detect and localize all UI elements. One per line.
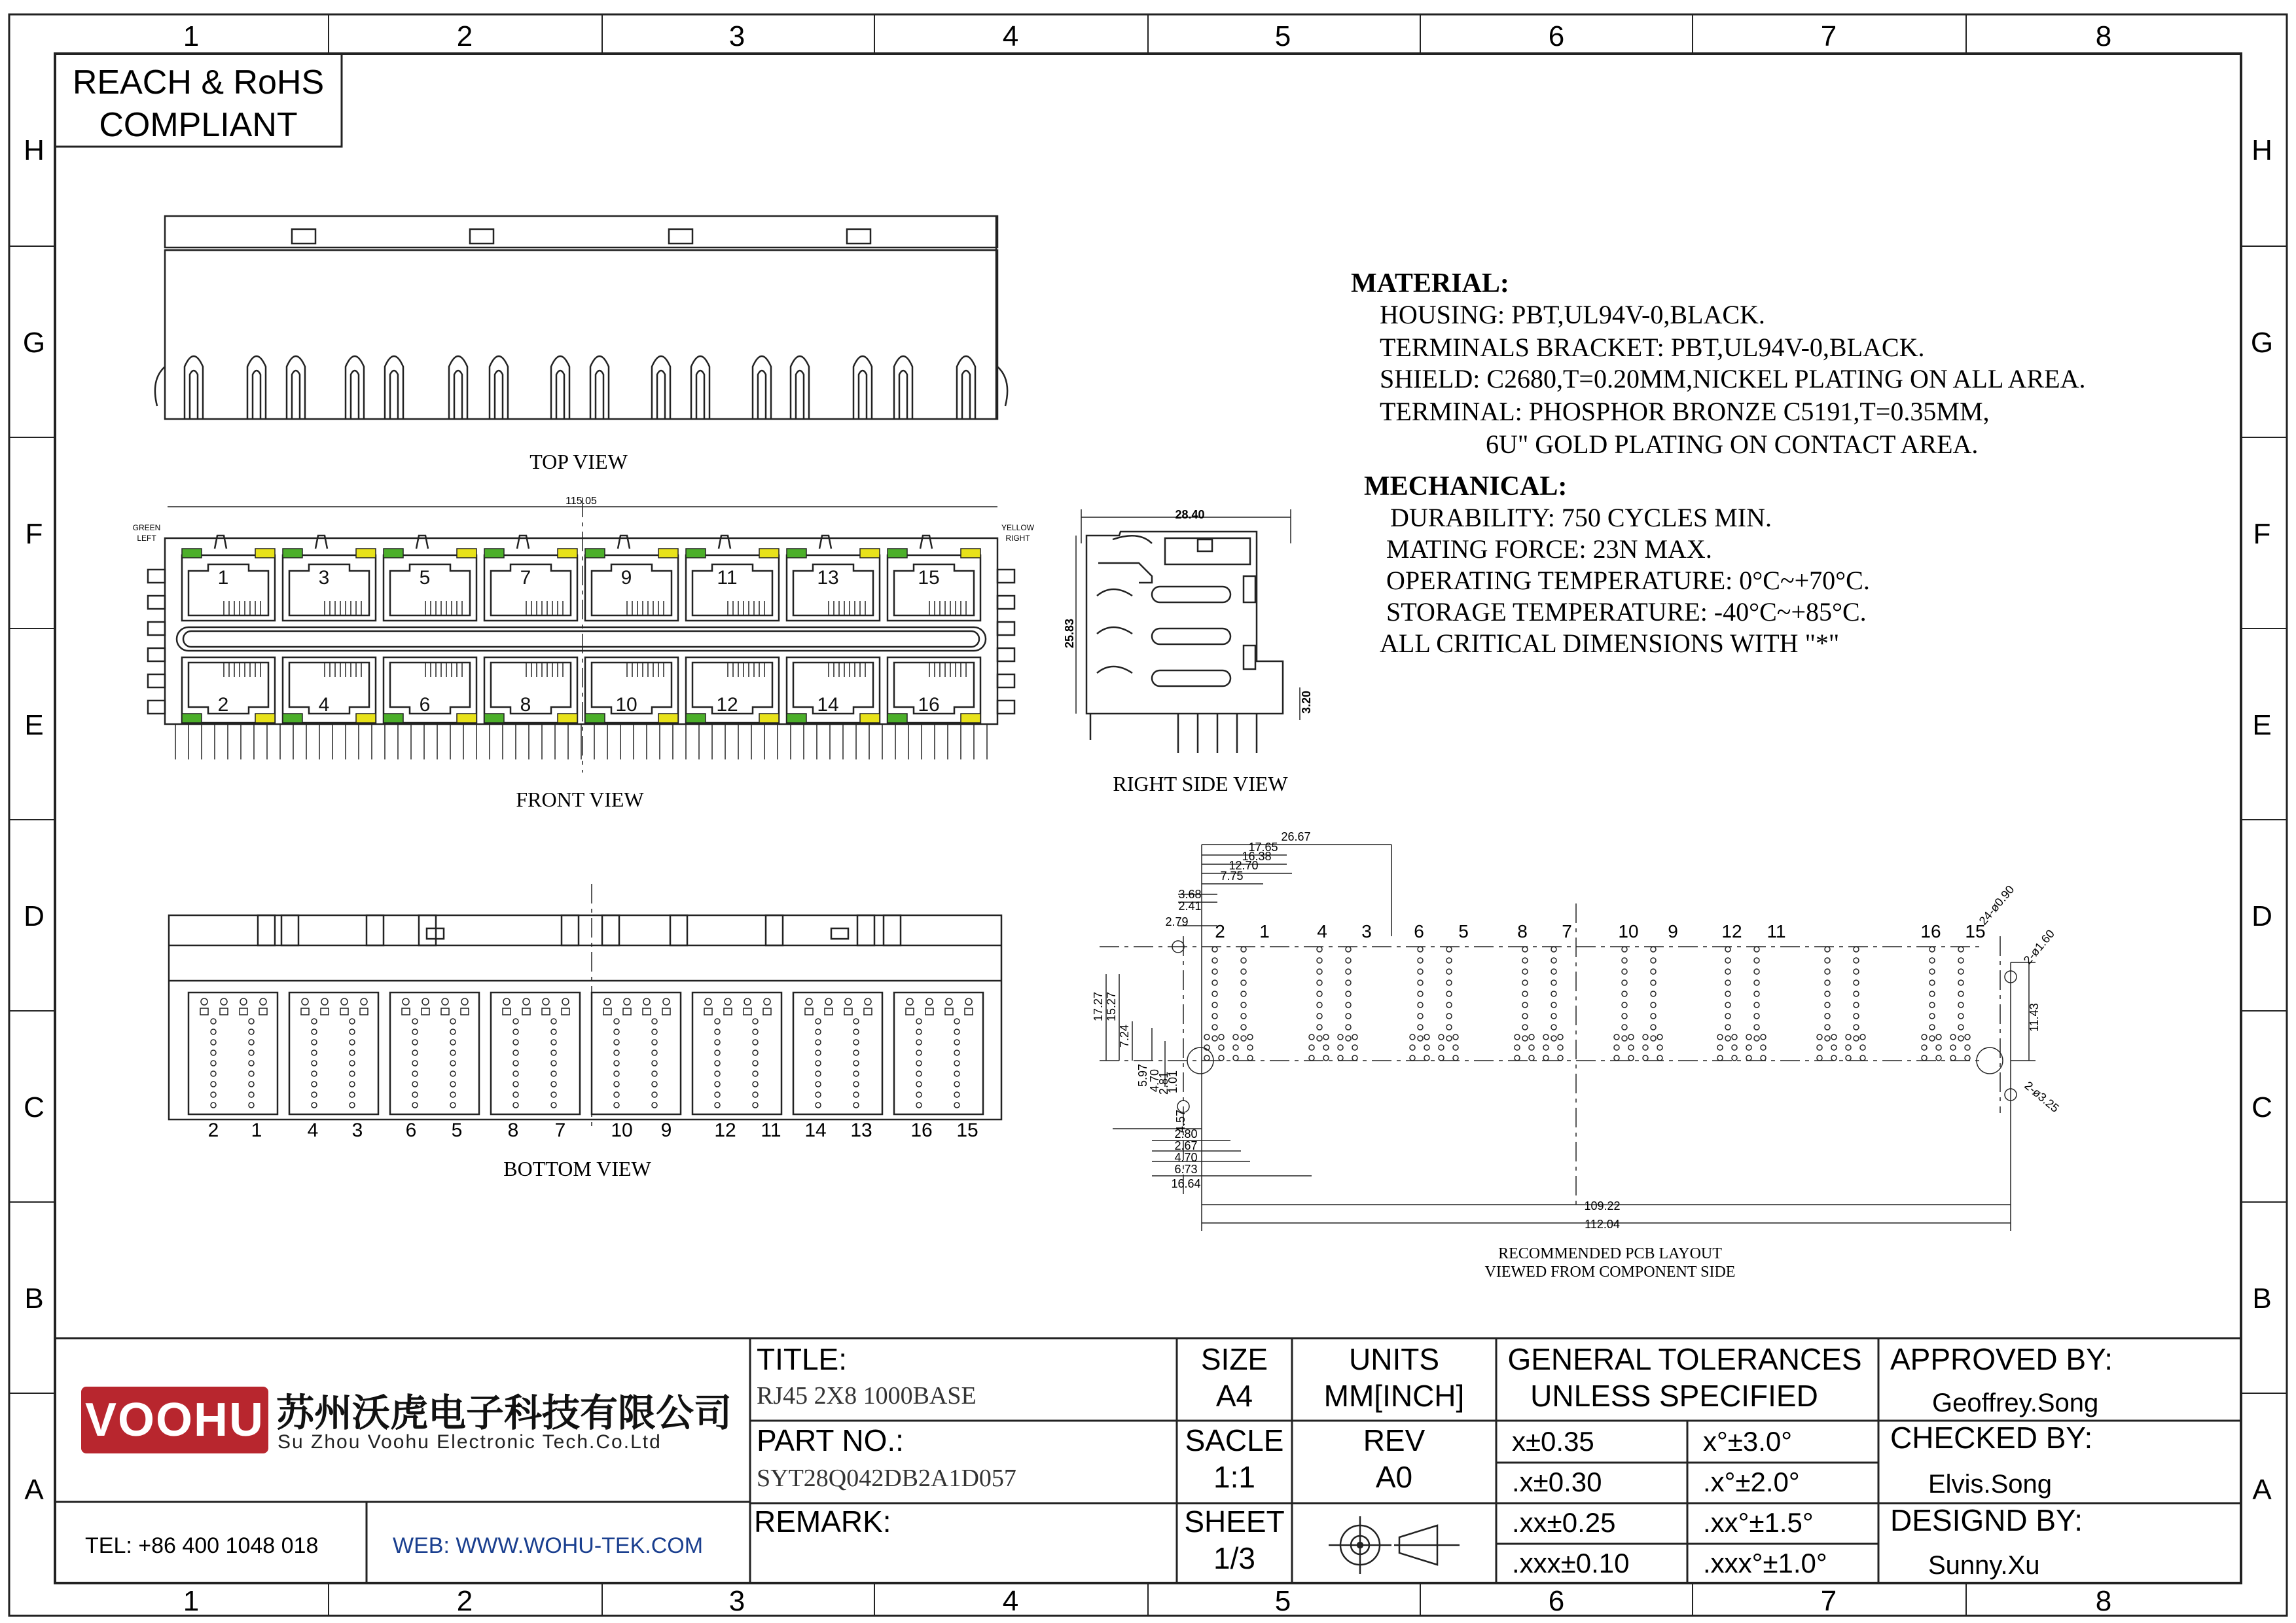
pcb-layout [1100,845,2036,1231]
rev-value: A0 [1375,1460,1413,1494]
bottom-port-1: 1 [251,1120,262,1141]
zone-col-bottom-3: 3 [728,1585,745,1617]
tolerance-angular-2: .xx°±1.5° [1703,1507,1814,1538]
zone-col-top-4: 4 [1002,20,1019,52]
bottom-port-7: 7 [554,1120,566,1141]
bottom-port-2: 2 [207,1120,219,1141]
zone-col-bottom-4: 4 [1002,1585,1019,1617]
zone-row-left-F: F [25,518,43,550]
material-line-1: HOUSING: PBT,UL94V-0,BLACK. [1380,300,1765,329]
title-value: RJ45 2X8 1000BASE [757,1382,977,1410]
units-label: UNITS [1349,1342,1439,1376]
front-port-16: 16 [918,694,940,716]
pcb-port-3: 3 [1361,921,1372,941]
zone-col-bottom-6: 6 [1548,1585,1565,1617]
pcb-port-16: 16 [1920,921,1941,941]
projection-symbol [1329,1516,1460,1574]
mechanical-line-1: DURABILITY: 750 CYCLES MIN. [1390,503,1772,532]
tolerances-heading-2: UNLESS SPECIFIED [1530,1379,1818,1413]
front-left-label: LEFT [137,534,156,543]
pcb-port-9: 9 [1668,921,1678,941]
pcb-dim-top-1: 17.65 [1248,841,1278,854]
material-line-3: SHIELD: C2680,T=0.20MM,NICKEL PLATING ON ALL AREA. [1380,364,2086,393]
front-port-2: 2 [217,694,229,716]
tel: TEL: +86 400 1048 018 [85,1533,319,1558]
pcb-dim-top-4: 7.75 [1220,869,1244,883]
scale-label: SACLE [1185,1423,1284,1457]
remark-label: REMARK: [754,1504,891,1539]
front-port-10: 10 [615,694,637,716]
zone-col-top-5: 5 [1274,20,1291,52]
pcb-dim-left-6: 1.01 [1166,1070,1179,1093]
part-label: PART NO.: [757,1423,904,1457]
zone-row-right-B: B [2252,1283,2272,1315]
material-line-4: TERMINAL: PHOSPHOR BRONZE C5191,T=0.35MM, [1380,397,1990,426]
material-line-2: TERMINALS BRACKET: PBT,UL94V-0,BLACK. [1380,333,1925,362]
pcb-dim-top-5: 3.68 [1178,888,1202,901]
side-width-dim: 28.40 [1175,508,1205,521]
pcb-dim-left-0: 17.27 [1092,991,1105,1021]
pcb-dim-left-2: 7.24 [1118,1024,1131,1048]
part-value: SYT28Q042DB2A1D057 [757,1465,1016,1492]
bottom-port-15: 15 [956,1120,978,1141]
zone-row-left-C: C [24,1091,45,1123]
company-cn: 苏州沃虎电子科技有限公司 [276,1392,732,1434]
bottom-port-12: 12 [714,1120,736,1141]
zone-col-bottom-1: 1 [183,1585,200,1617]
mechanical-line-2: MATING FORCE: 23N MAX. [1386,534,1712,564]
pcb-dim-bottom-1: 2.67 [1174,1139,1198,1152]
zone-row-right-D: D [2251,900,2272,932]
pcb-dim-left-5: 2.81 [1157,1071,1170,1095]
front-view-label: FRONT VIEW [516,788,644,811]
pcb-dim-overall-0: 109.22 [1584,1199,1621,1213]
sheet-value: 1/3 [1213,1541,1255,1575]
zone-col-top-6: 6 [1548,20,1565,52]
front-port-9: 9 [620,567,632,589]
bottom-view-label: BOTTOM VIEW [503,1157,651,1180]
title-label: TITLE: [757,1342,848,1376]
zone-row-left-D: D [24,900,45,932]
front-port-8: 8 [520,694,531,716]
bottom-port-4: 4 [307,1120,319,1141]
compliance-line2: COMPLIANT [99,106,298,144]
zone-col-top-7: 7 [1820,20,1837,52]
front-view [148,498,1014,773]
compliance-line1: REACH & RoHS [72,64,325,101]
pcb-dim-top-2: 16.38 [1242,850,1272,863]
company-en: Su Zhou Voohu Electronic Tech.Co.Ltd [278,1431,662,1453]
logo-text: VOOHU [84,1394,265,1446]
pcb-dim-right-0: 11.43 [2028,1003,2041,1032]
zone-col-top-3: 3 [728,20,745,52]
sheet-label: SHEET [1184,1504,1285,1539]
front-width-dim: 115.05 [565,496,597,507]
mechanical-line-5: ALL CRITICAL DIMENSIONS WITH "*" [1380,629,1840,658]
front-port-13: 13 [817,567,839,589]
size-label: SIZE [1200,1342,1268,1376]
zone-col-top-2: 2 [456,20,473,52]
pcb-port-6: 6 [1414,921,1424,941]
mechanical-line-4: STORAGE TEMPERATURE: -40°C~+85°C. [1386,597,1867,627]
front-right-label: RIGHT [1005,534,1030,543]
zone-row-left-B: B [24,1283,44,1315]
approved-value: Geoffrey.Song [1932,1389,2099,1417]
checked-value: Elvis.Song [1928,1470,2052,1499]
zone-row-right-G: G [2250,327,2274,359]
bottom-port-6: 6 [405,1120,417,1141]
tolerance-angular-3: .xxx°±1.0° [1703,1548,1827,1578]
pcb-port-2: 2 [1215,921,1225,941]
size-value: A4 [1215,1379,1253,1413]
zone-row-left-A: A [24,1474,44,1506]
pcb-dim-left-1: 15.27 [1105,991,1118,1021]
bottom-port-5: 5 [451,1120,463,1141]
zone-col-bottom-8: 8 [2095,1585,2112,1617]
bottom-port-16: 16 [910,1120,933,1141]
front-port-12: 12 [716,694,738,716]
front-port-4: 4 [318,694,330,716]
mechanical-line-3: OPERATING TEMPERATURE: 0°C~+70°C. [1386,566,1870,595]
pcb-dim-left-4: 4.70 [1148,1068,1161,1092]
front-port-7: 7 [520,567,531,589]
zone-row-right-F: F [2253,518,2271,550]
zone-row-left-H: H [24,134,45,166]
bottom-view [169,884,1001,1126]
zone-row-right-E: E [2252,709,2272,741]
pcb-port-7: 7 [1562,921,1572,941]
pcb-dim-top-6: 2.41 [1178,900,1202,913]
pcb-dim-hole-2: 2-ø3.25 [2022,1078,2062,1115]
zone-row-right-A: A [2252,1474,2272,1506]
approved-label: APPROVED BY: [1890,1342,2113,1376]
pcb-port-15: 15 [1965,921,1986,941]
zone-col-bottom-5: 5 [1274,1585,1291,1617]
front-yellow-label: YELLOW [1001,523,1035,532]
tolerance-linear-2: .xx±0.25 [1512,1507,1616,1538]
designed-label: DESIGND BY: [1890,1503,2083,1537]
zone-row-left-G: G [22,327,46,359]
bottom-port-13: 13 [850,1120,872,1141]
material-line-5: 6U" GOLD PLATING ON CONTACT AREA. [1486,429,1979,459]
front-port-11: 11 [717,567,738,589]
rev-label: REV [1363,1423,1426,1457]
pcb-dim-hole-1: 2-ø1.60 [2020,927,2057,967]
tolerance-linear-0: x±0.35 [1512,1426,1594,1457]
pcb-port-8: 8 [1517,921,1528,941]
zone-row-left-E: E [24,709,44,741]
checked-label: CHECKED BY: [1890,1421,2093,1455]
front-port-14: 14 [817,694,839,716]
right-side-view [1076,509,1300,753]
units-value: MM[INCH] [1323,1379,1465,1413]
bottom-port-3: 3 [351,1120,363,1141]
zone-col-bottom-2: 2 [456,1585,473,1617]
pcb-caption-1: RECOMMENDED PCB LAYOUT [1498,1245,1722,1262]
pcb-dim-top-7: 2.79 [1165,915,1189,928]
right-view-label: RIGHT SIDE VIEW [1113,772,1288,795]
pcb-port-5: 5 [1458,921,1469,941]
pcb-port-4: 4 [1317,921,1327,941]
pcb-port-10: 10 [1618,921,1639,941]
tolerance-angular-0: x°±3.0° [1703,1426,1793,1457]
bottom-port-10: 10 [611,1120,633,1141]
side-tail-dim: 3.20 [1300,690,1313,714]
pcb-port-1: 1 [1259,921,1270,941]
bottom-port-9: 9 [660,1120,672,1141]
zone-row-right-H: H [2251,134,2272,166]
zone-labels [23,20,2273,1617]
front-port-15: 15 [918,567,940,589]
pcb-dim-left-7: 4.57 [1174,1109,1187,1133]
pcb-dim-bottom-3: 6.73 [1174,1163,1198,1176]
tolerance-linear-1: .x±0.30 [1512,1467,1602,1497]
tolerances-heading-1: GENERAL TOLERANCES [1507,1342,1862,1376]
top-view-label: TOP VIEW [529,450,628,473]
pcb-port-12: 12 [1721,921,1742,941]
front-green-label: GREEN [132,523,161,532]
pcb-dim-left-3: 5.97 [1136,1063,1149,1087]
pcb-port-11: 11 [1767,921,1786,941]
mechanical-heading: MECHANICAL: [1364,471,1568,501]
top-view [155,216,1007,419]
pcb-dim-top-0: 26.67 [1281,830,1311,843]
scale-value: 1:1 [1213,1460,1255,1494]
bottom-port-14: 14 [804,1120,827,1141]
zone-col-top-1: 1 [183,20,200,52]
zone-row-right-C: C [2251,1091,2272,1123]
front-port-3: 3 [318,567,330,589]
bottom-port-8: 8 [507,1120,519,1141]
tolerance-angular-1: .x°±2.0° [1703,1467,1800,1497]
pcb-dim-bottom-2: 4.70 [1174,1151,1198,1164]
pcb-dim-overall-1: 112.04 [1585,1218,1620,1231]
zone-col-top-8: 8 [2095,20,2112,52]
pcb-dim-bottom-0: 2.80 [1174,1127,1198,1140]
bottom-port-11: 11 [761,1120,781,1141]
side-height-dim: 25.83 [1063,618,1076,648]
front-port-1: 1 [217,567,229,589]
zone-col-bottom-7: 7 [1820,1585,1837,1617]
pcb-caption-2: VIEWED FROM COMPONENT SIDE [1484,1264,1736,1281]
pcb-dim-hole-0: 24-ø0.90 [1976,883,2017,928]
front-port-6: 6 [419,694,431,716]
designed-value: Sunny.Xu [1928,1551,2040,1580]
website: WEB: WWW.WOHU-TEK.COM [393,1533,704,1558]
front-port-5: 5 [419,567,431,589]
pcb-dim-bottom-4: 16.64 [1171,1177,1201,1190]
tolerance-linear-3: .xxx±0.10 [1512,1548,1630,1578]
pcb-dim-top-3: 12.70 [1229,859,1259,872]
material-heading: MATERIAL: [1351,268,1509,299]
